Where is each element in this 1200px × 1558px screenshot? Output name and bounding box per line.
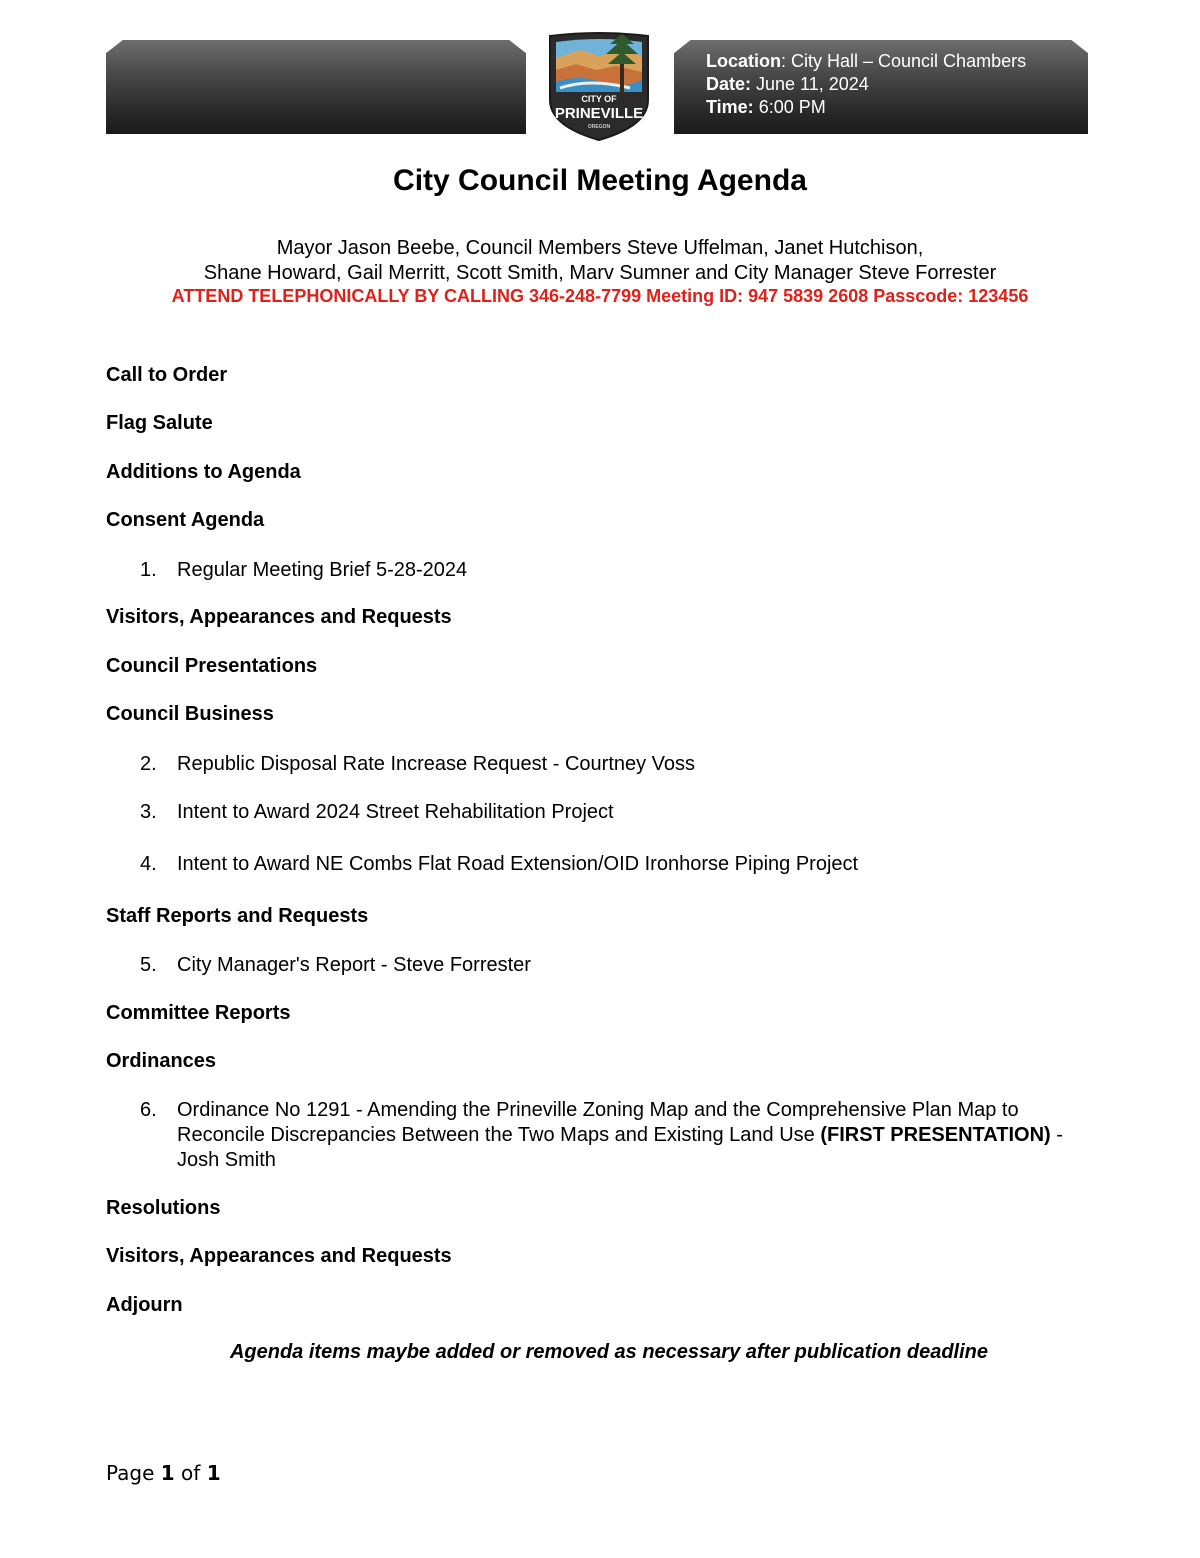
section-consent-agenda: Consent Agenda: [106, 509, 265, 531]
meeting-info: [706, 50, 1026, 119]
telephone-notice: ATTEND TELEPHONICALLY BY CALLING 346-248-7799 Meeting ID: 947 5839 2608 Passcode: 123456: [171, 286, 1029, 306]
logo-line1: CITY OF: [581, 94, 617, 104]
time-line: Time: 6:00 PM: [706, 97, 826, 117]
page-title: City Council Meeting Agenda: [393, 164, 807, 197]
attendees-line-1: Mayor Jason Beebe, Council Members Steve Uffelman, Janet Hutchison,: [276, 237, 924, 259]
item-text: Intent to Award 2024 Street Rehabilitation Project: [177, 801, 614, 823]
section-visitors-appearances: Visitors, Appearances and Requests: [106, 606, 452, 628]
agenda-item-5: [140, 953, 1100, 978]
item-number: 3.: [140, 801, 157, 823]
section-committee-reports: Committee Reports: [106, 1002, 291, 1024]
attendees: [0, 236, 1200, 286]
agenda-item-2: [140, 752, 1100, 777]
item-text: Republic Disposal Rate Increase Request - Courtney Voss: [177, 753, 696, 775]
section-council-business: Council Business: [106, 703, 274, 725]
section-ordinances: Ordinances: [106, 1050, 217, 1072]
logo-line2: PRINEVILLE: [554, 105, 644, 122]
agenda-item-3: [140, 800, 1100, 825]
date-line: Date: June 11, 2024: [706, 74, 869, 94]
item-text: Regular Meeting Brief 5-28-2024: [177, 559, 468, 581]
item-number: 4.: [140, 853, 157, 875]
page-number: Page 1 of 1: [106, 1461, 221, 1485]
agenda-item-1: [140, 558, 1100, 583]
item-number: 2.: [140, 753, 157, 775]
section-council-presentations: Council Presentations: [106, 655, 318, 677]
section-staff-reports: Staff Reports and Requests: [106, 905, 369, 927]
item-number: 1.: [140, 559, 157, 581]
section-flag-salute: Flag Salute: [106, 412, 213, 434]
agenda-item-4: [140, 852, 1100, 877]
section-additions-to-agenda: Additions to Agenda: [106, 461, 301, 483]
header-banner-left: [106, 40, 526, 134]
agenda-item-6: [140, 1098, 1100, 1173]
item-text: Intent to Award NE Combs Flat Road Extension/OID Ironhorse Piping Project: [177, 853, 859, 875]
section-resolutions: Resolutions: [106, 1197, 221, 1219]
attendees-line-2: Shane Howard, Gail Merritt, Scott Smith, Marv Sumner and City Manager Steve Forrester: [203, 262, 997, 284]
item-number: 6.: [140, 1099, 157, 1121]
logo-line3: OREGON: [587, 124, 611, 130]
city-of-prineville-logo: [540, 30, 658, 142]
section-visitors-appearances-2: Visitors, Appearances and Requests: [106, 1245, 452, 1267]
agenda-footnote: Agenda items maybe added or removed as necessary after publication deadline: [229, 1341, 989, 1363]
item-text: Ordinance No 1291 - Amending the Prineville Zoning Map and the Comprehensive Plan Map to Reconcile Discrepancies Between the Two Maps and Existing Land Use (FIRST PRESENTATION) - Josh Smith: [177, 1099, 1063, 1171]
location-line: Location: City Hall – Council Chambers: [706, 51, 1027, 71]
item-text: City Manager's Report - Steve Forrester: [177, 954, 531, 976]
item-number: 5.: [140, 954, 157, 976]
section-call-to-order: Call to Order: [106, 364, 228, 386]
section-adjourn: Adjourn: [106, 1294, 183, 1316]
